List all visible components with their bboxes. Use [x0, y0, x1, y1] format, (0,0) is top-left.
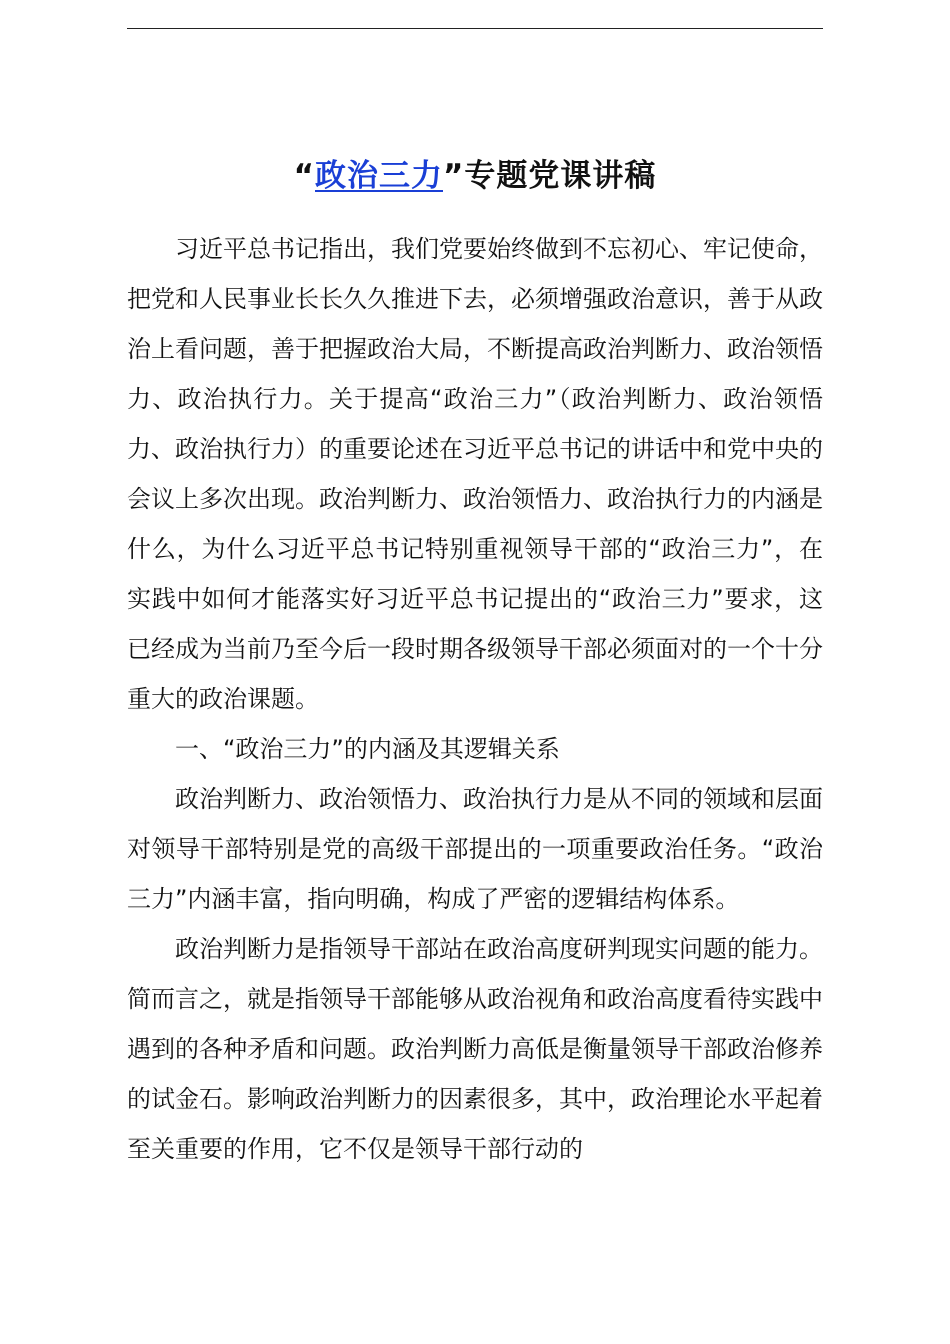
title-rest: ”专题党课讲稿 — [443, 158, 657, 194]
paragraph-intro: 习近平总书记指出，我们党要始终做到不忘初心、牢记使命，把党和人民事业长长久久推进下去，必须增强政治意识，善于从政治上看问题，善于把握政治大局，不断提高政治判断力、政治领悟力、政治执行力。关于提高“政治三力”（政治判断力、政治领悟力、政治执行力）的重要论述在习近平总书记的讲话中和党中央的会议上多次出现。政治判断力、政治领悟力、政治执行力的内涵是什么，为什么习近平总书记特别重视领导干部的“政治三力”，在实践中如何才能落实好习近平总书记提出的“政治三力”要求，这已经成为当前乃至今后一段时期各级领导干部必须面对的一个十分重大的政治课题。 — [127, 235, 823, 713]
section-heading-1: 一、“政治三力”的内涵及其逻辑关系 — [175, 735, 560, 763]
page-title — [127, 150, 823, 202]
title-link[interactable]: 政治三力 — [315, 158, 443, 194]
header-rule — [127, 28, 823, 29]
paragraph-section-1-overview: 政治判断力、政治领悟力、政治执行力是从不同的领域和层面对领导干部特别是党的高级干部提出的一项重要政治任务。“政治三力”内涵丰富，指向明确，构成了严密的逻辑结构体系。 — [127, 785, 823, 913]
title-open-quote: “ — [293, 158, 315, 194]
paragraph-political-judgment: 政治判断力是指领导干部站在政治高度研判现实问题的能力。简而言之，就是指领导干部能够从政治视角和政治高度看待实践中遇到的各种矛盾和问题。政治判断力高低是衡量领导干部政治修养的试金石。影响政治判断力的因素很多，其中，政治理论水平起着至关重要的作用，它不仅是领导干部行动的 — [127, 935, 823, 1163]
document-body — [127, 224, 823, 1174]
